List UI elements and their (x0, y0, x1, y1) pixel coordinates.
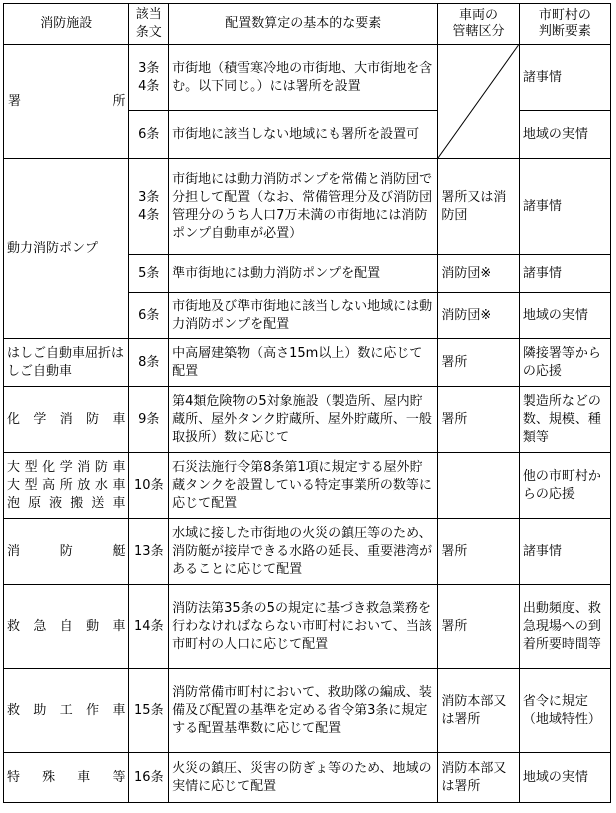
vehicle-cell: 消防団※ (438, 293, 520, 339)
vehicle-cell: 署所 (438, 585, 520, 669)
article-cell: 6条 (129, 293, 169, 339)
vehicle-cell: 署所又は消防団 (438, 159, 520, 255)
article-cell: 8条 (129, 339, 169, 387)
facility-name-line: 大型化学消防車 (7, 459, 126, 475)
basis-cell: 第4類危険物の5対象施設（製造所、屋内貯蔵所、屋外タンク貯蔵所、屋外貯蔵所、一般取扱所）数に応じて (169, 387, 438, 453)
basis-cell: 市街地に該当しない地域にも署所を設置可 (169, 111, 438, 159)
article-cell: 10条 (129, 453, 169, 519)
basis-cell: 火災の鎮圧、災害の防ぎょ等のため、地域の実情に応じて配置 (169, 753, 438, 803)
vehicle-cell: 署所 (438, 519, 520, 585)
vehicle-cell: 消防本部又は署所 (438, 669, 520, 753)
facility-name: 動力消防ポンプ (7, 240, 99, 256)
basis-cell: 消防法第35条の5の規定に基づき救急業務を行わなければならない市町村において、当該市町村の人口に応じて配置 (169, 585, 438, 669)
vehicle-cell (438, 453, 520, 519)
article-cell: 9条 (129, 387, 169, 453)
facility-name-line: 大型高所放水車 (7, 477, 126, 493)
fire-facility-table (3, 3, 611, 803)
basis-cell: 市街地には動力消防ポンプを常備と消防団で分担して配置（なお、常備管理分及び消防団管理分のうち人口7万未満の市街地には消防ポンプ自動車が必置） (169, 159, 438, 255)
article-cell: 13条 (129, 519, 169, 585)
basis-cell: 準市街地には動力消防ポンプを配置 (169, 255, 438, 293)
facility-cell (4, 453, 129, 519)
facility-cell: 化 学 消 防 車 (4, 387, 129, 453)
facility-cell: 消 防 艇 (4, 519, 129, 585)
municipality-cell: 地域の実情 (519, 111, 610, 159)
vehicle-cell-empty (438, 45, 520, 159)
municipality-cell: 出動頻度、救急現場への到着所要時間等 (519, 585, 610, 669)
basis-cell: 市街地（積雪寒冷地の市街地、大市街地を含む。以下同じ。）には署所を設置 (169, 45, 438, 111)
municipality-cell: 諸事情 (519, 255, 610, 293)
header-vehicle: 車両の 管轄区分 (438, 4, 520, 45)
facility-cell (4, 45, 129, 159)
vehicle-cell: 署所 (438, 387, 520, 453)
municipality-cell: 省令に規定（地域特性） (519, 669, 610, 753)
municipality-cell: 諸事情 (519, 159, 610, 255)
basis-cell: 中高層建築物（高さ15m以上）数に応じて配置 (169, 339, 438, 387)
vehicle-cell: 署所 (438, 339, 520, 387)
header-facility: 消防施設 (4, 4, 129, 45)
diagonal-line (438, 45, 519, 158)
facility-cell: 救 急 自 動 車 (4, 585, 129, 669)
basis-cell: 石災法施行令第8条第1項に規定する屋外貯蔵タンクを設置している特定事業所の数等に応じて配置 (169, 453, 438, 519)
header-municipality: 市町村の 判断要素 (519, 4, 610, 45)
facility-cell: 特 殊 車 等 (4, 753, 129, 803)
article-cell: 3条 4条 (129, 45, 169, 111)
header-article: 該当 条文 (129, 4, 169, 45)
article-cell: 3条 4条 (129, 159, 169, 255)
article-cell: 14条 (129, 585, 169, 669)
facility-name-line: 泡原液搬送車 (7, 495, 126, 511)
facility-name: 署 所 (8, 93, 126, 109)
article-cell: 15条 (129, 669, 169, 753)
municipality-cell: 隣接署等からの応援 (519, 339, 610, 387)
facility-cell: 救 助 工 作 車 (4, 669, 129, 753)
municipality-cell: 製造所などの数、規模、種類等 (519, 387, 610, 453)
basis-cell: 水域に接した市街地の火災の鎮圧等のため、消防艇が接岸できる水路の延長、重要港湾があることに応じて配置 (169, 519, 438, 585)
basis-cell: 消防常備市町村において、救助隊の編成、装備及び配置の基準を定める省令第3条に規定する配置基準数に応じて配置 (169, 669, 438, 753)
basis-cell: 市街地及び準市街地に該当しない地域には動力消防ポンプを配置 (169, 293, 438, 339)
vehicle-cell: 消防本部又は署所 (438, 753, 520, 803)
municipality-cell: 諸事情 (519, 519, 610, 585)
municipality-cell: 諸事情 (519, 45, 610, 111)
municipality-cell: 地域の実情 (519, 293, 610, 339)
header-basis: 配置数算定の基本的な要素 (169, 4, 438, 45)
facility-cell (4, 159, 129, 339)
article-cell: 16条 (129, 753, 169, 803)
vehicle-cell: 消防団※ (438, 255, 520, 293)
facility-cell: はしご自動車屈折はしご自動車 (4, 339, 129, 387)
article-cell: 5条 (129, 255, 169, 293)
municipality-cell: 地域の実情 (519, 753, 610, 803)
municipality-cell: 他の市町村からの応援 (519, 453, 610, 519)
article-cell: 6条 (129, 111, 169, 159)
